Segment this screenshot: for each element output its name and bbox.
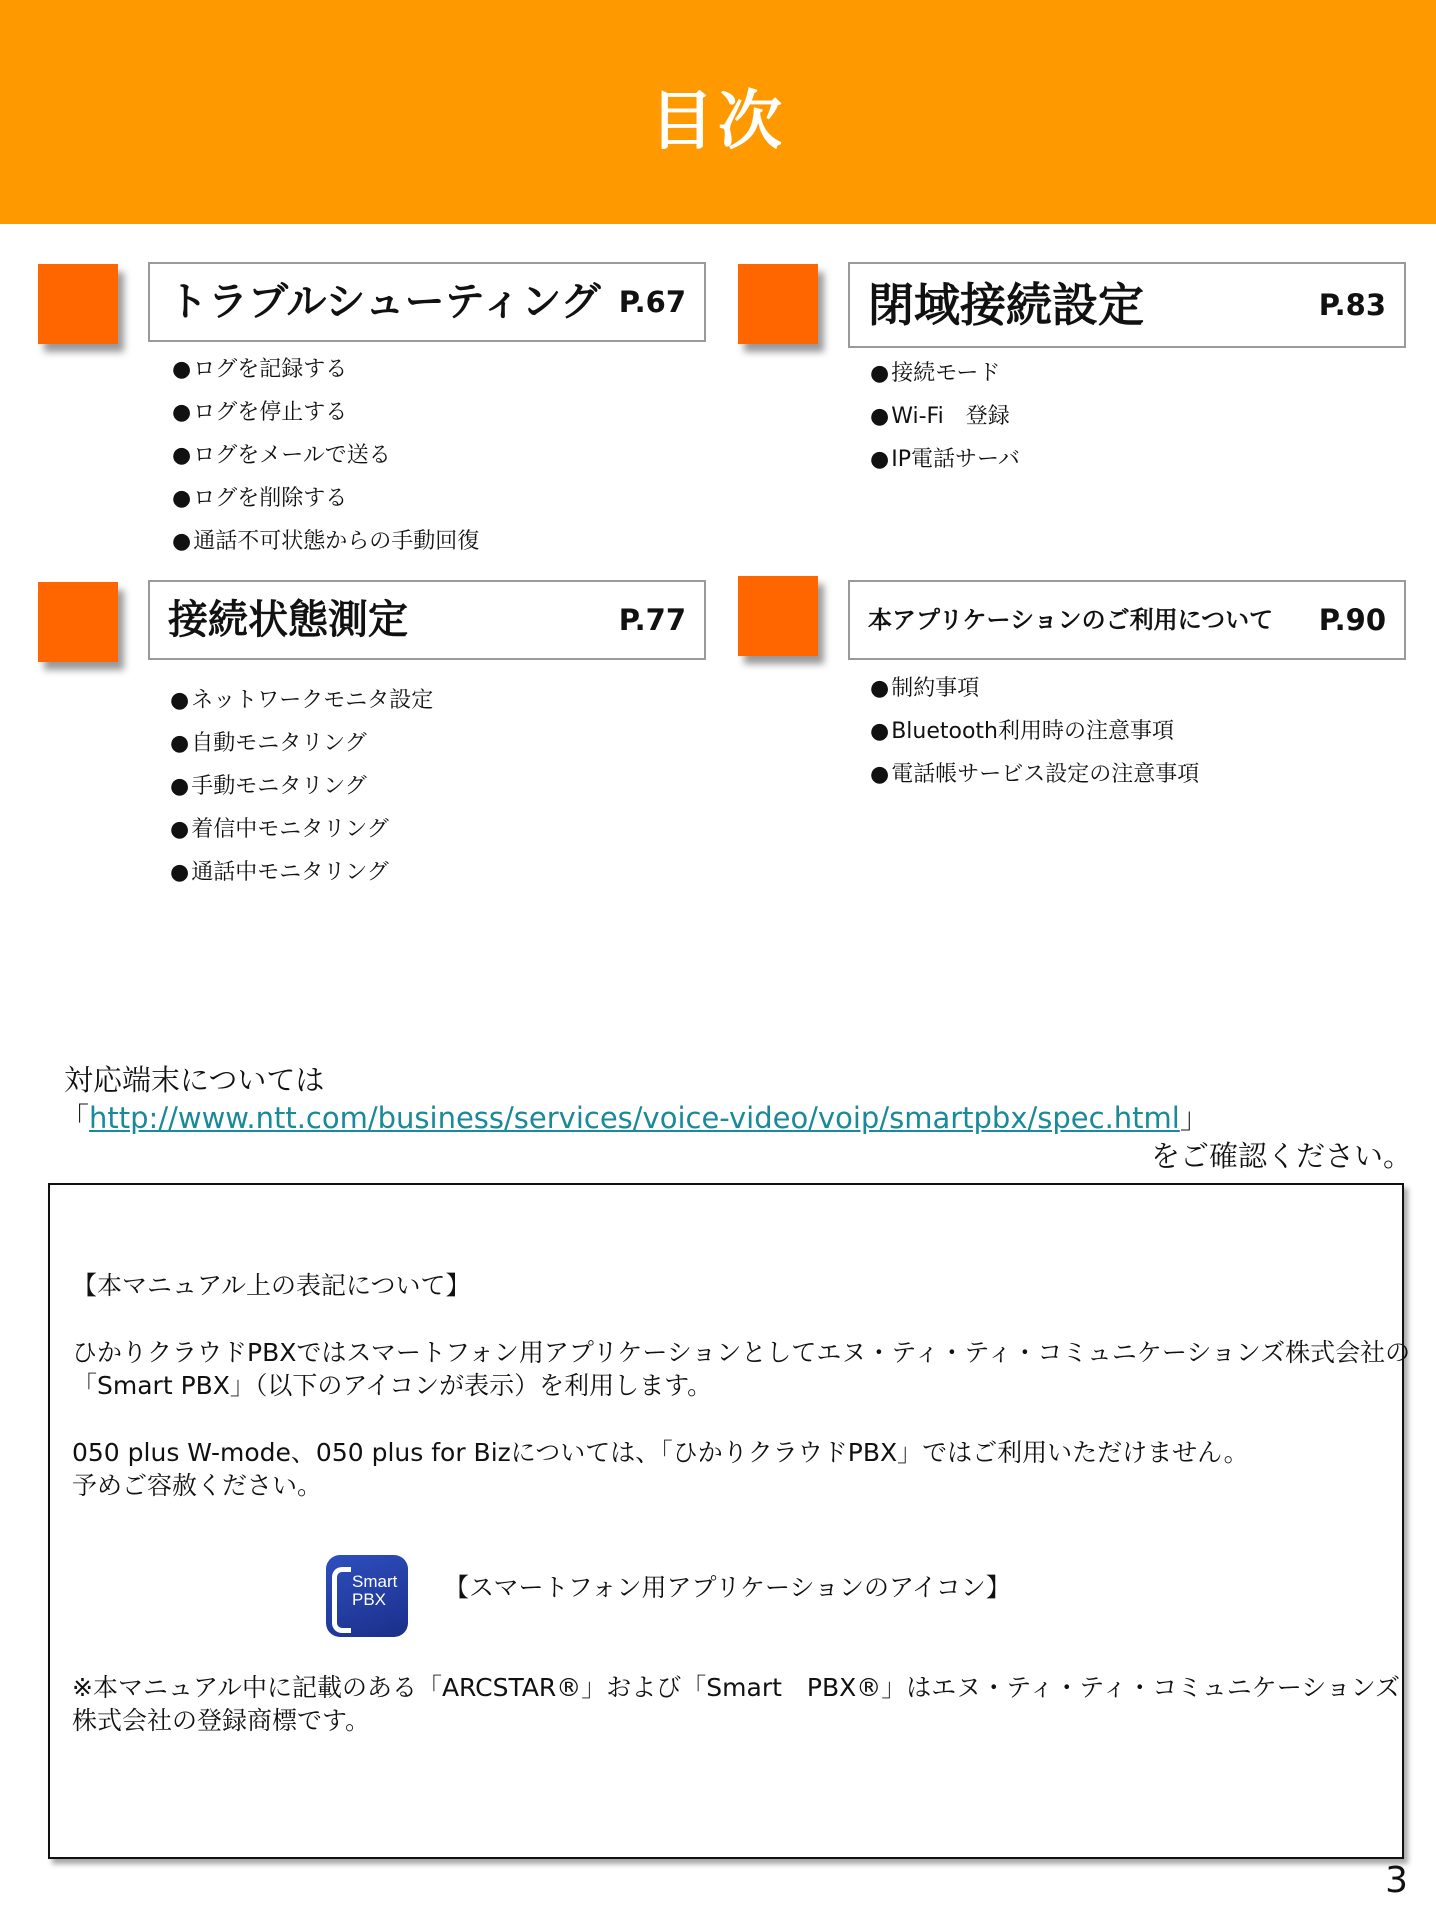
device-note-link-line <box>60 1096 1209 1137</box>
list-item[interactable]: ● 電話帳サービス設定の注意事項 <box>870 753 1199 796</box>
section-title: 接続状態測定 <box>168 597 408 643</box>
list-item[interactable]: ● 通話中モニタリング <box>170 851 433 894</box>
list-item[interactable]: ● 手動モニタリング <box>170 765 433 808</box>
list-item[interactable]: ● 制約事項 <box>870 667 1199 710</box>
section-item-list <box>870 352 1020 481</box>
notation-info-box <box>48 1183 1411 1859</box>
section-header-app-usage[interactable] <box>848 580 1406 660</box>
header-bar <box>0 0 1436 224</box>
list-item[interactable]: ● 通話不可状態からの手動回復 <box>172 520 479 563</box>
section-page-number: P.77 <box>618 603 686 637</box>
list-item[interactable]: ● 自動モニタリング <box>170 722 433 765</box>
trademark-notice: 株式会社の登録商標です。 <box>72 1706 371 1735</box>
list-item[interactable]: ● 着信中モニタリング <box>170 808 433 851</box>
list-item[interactable]: ● ログをメールで送る <box>172 434 479 477</box>
section-header-closed-network[interactable] <box>848 262 1406 348</box>
list-item[interactable]: ● ログを記録する <box>172 348 479 391</box>
page-number: 3 <box>1385 1860 1408 1901</box>
phone-handset-icon <box>332 1567 351 1633</box>
trademark-notice: ※本マニュアル中に記載のある「ARCSTAR®」および「Smart PBX®」はエヌ・ティ・ティ・コミュニケーションズ <box>72 1673 1401 1702</box>
section-title: トラブルシューティング <box>168 279 601 325</box>
icon-caption: 【スマートフォン用アプリケーションのアイコン】 <box>444 1573 1011 1602</box>
info-paragraph: ひかりクラウドPBXではスマートフォン用アプリケーションとしてエヌ・ティ・ティ・コミュニケーションズ株式会社の <box>72 1338 1411 1367</box>
section-item-list <box>870 667 1199 796</box>
spec-link[interactable]: http://www.ntt.com/business/services/voice-video/voip/smartpbx/spec.html <box>89 1101 1180 1135</box>
list-item[interactable]: ● 接続モード <box>870 352 1020 395</box>
section-page-number: P.67 <box>618 285 686 319</box>
info-paragraph: 050 plus W-mode、050 plus for Bizについては、「ひかりクラウドPBX」ではご利用いただけません。 <box>72 1438 1249 1467</box>
section-marker-square <box>738 264 818 344</box>
app-icon-label: Smart PBX <box>352 1572 398 1609</box>
info-paragraph: 予めご容赦ください。 <box>72 1471 323 1500</box>
section-header-connection-measurement[interactable] <box>148 580 706 660</box>
section-title: 閉域接続設定 <box>868 278 1144 332</box>
open-quote: 「 <box>60 1101 90 1135</box>
section-header-troubleshooting[interactable] <box>148 262 706 342</box>
section-marker-square <box>38 582 118 662</box>
list-item[interactable]: ● ログを停止する <box>172 391 479 434</box>
section-page-number: P.90 <box>1318 603 1386 637</box>
list-item[interactable]: ● ネットワークモニタ設定 <box>170 679 433 722</box>
info-paragraph: 「Smart PBX」（以下のアイコンが表示）を利用します。 <box>72 1371 713 1400</box>
close-quote: 」 <box>1179 1101 1209 1135</box>
section-marker-square <box>38 264 118 344</box>
smart-pbx-app-icon <box>326 1555 408 1637</box>
info-heading: 【本マニュアル上の表記について】 <box>72 1271 471 1300</box>
device-note-text: 対応端末については <box>64 1063 325 1097</box>
list-item[interactable]: ● ログを削除する <box>172 477 479 520</box>
list-item[interactable]: ● Wi-Fi 登録 <box>870 395 1020 438</box>
section-item-list <box>170 679 433 894</box>
section-item-list <box>172 348 479 563</box>
device-note-confirm: をご確認ください。 <box>1150 1139 1412 1173</box>
list-item[interactable]: ● IP電話サーバ <box>870 438 1020 481</box>
section-page-number: P.83 <box>1318 288 1386 322</box>
list-item[interactable]: ● Bluetooth利用時の注意事項 <box>870 710 1199 753</box>
section-marker-square <box>738 576 818 656</box>
page-title: 目次 <box>650 85 786 159</box>
section-title: 本アプリケーションのご利用について <box>868 606 1274 634</box>
